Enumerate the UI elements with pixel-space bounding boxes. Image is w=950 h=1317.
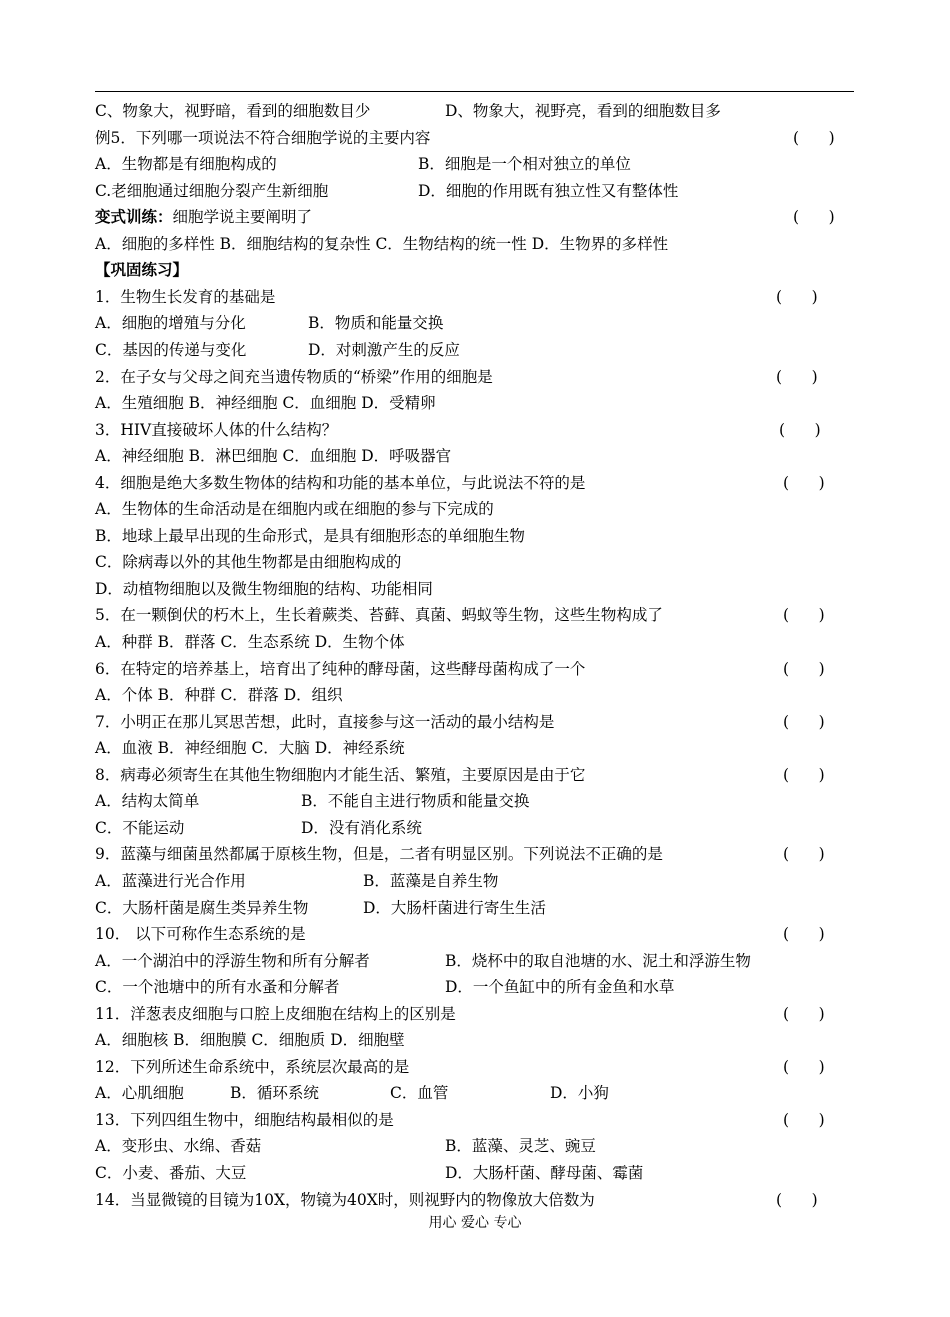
option-text: D．动植物细胞以及微生物细胞的结构、功能相同 xyxy=(95,579,433,598)
option-text: A．一个湖泊中的浮游生物和所有分解者 xyxy=(95,951,370,970)
option-text: D．一个鱼缸中的所有金鱼和水草 xyxy=(445,978,675,997)
option-row xyxy=(95,974,815,1000)
question-text: 14．当显微镜的目镜为10X，物镜为40X时，则视野内的物像放大倍数为 xyxy=(95,1190,595,1209)
option-text: C.老细胞通过细胞分裂产生新细胞 xyxy=(95,181,329,200)
section-heading: 【巩固练习】 xyxy=(95,260,189,280)
option-row xyxy=(95,788,815,814)
option-text: D．大肠杆菌、酵母菌、霉菌 xyxy=(445,1164,644,1182)
question-text: 11．洋葱表皮细胞与口腔上皮细胞在结构上的区别是 xyxy=(95,1004,456,1023)
option-text: A．种群 B．群落 C．生态系统 D．生物个体 xyxy=(95,633,405,651)
option-row xyxy=(95,1080,815,1106)
option-text: B．物质和能量交换 xyxy=(308,314,444,333)
answer-blank: ( ) xyxy=(783,473,825,492)
option-text: C．血管 xyxy=(390,1084,449,1103)
answer-blank: ( ) xyxy=(776,1190,818,1209)
answer-blank: ( ) xyxy=(783,1110,825,1129)
option-row xyxy=(95,1160,815,1186)
option-text: D．对刺激产生的反应 xyxy=(308,340,460,359)
answer-blank: ( ) xyxy=(783,606,825,625)
option-text: C．除病毒以外的其他生物都是由细胞构成的 xyxy=(95,553,402,572)
option-text: B．循环系统 xyxy=(230,1084,319,1103)
option-row xyxy=(95,337,815,363)
question-text: 细胞学说主要阐明了 xyxy=(172,208,313,227)
option-text: A．心肌细胞 xyxy=(95,1084,184,1103)
option-text: A．血液 B．神经细胞 C．大脑 D．神经系统 xyxy=(95,739,405,758)
question-text: 6．在特定的培养基上，培育出了纯种的酵母菌，这些酵母菌构成了一个 xyxy=(95,659,586,678)
answer-blank: ( ) xyxy=(783,925,825,944)
answer-blank: ( ) xyxy=(779,420,821,439)
option-text: B．地球上最早出现的生命形式，是具有细胞形态的单细胞生物 xyxy=(95,526,525,545)
answer-blank: ( ) xyxy=(783,1057,825,1076)
answer-blank: ( ) xyxy=(776,287,818,306)
answer-blank: ( ) xyxy=(776,367,818,386)
question-text: 9．蓝藻与细菌虽然都属于原核生物，但是，二者有明显区别。下列说法不正确的是 xyxy=(95,845,663,864)
question-text: 3．HIV直接破坏人体的什么结构？ xyxy=(95,420,338,439)
option-row xyxy=(95,895,815,921)
option-text: B．细胞是一个相对独立的单位 xyxy=(418,155,631,174)
answer-blank: ( ) xyxy=(783,1004,825,1023)
option-text: A．生物体的生命活动是在细胞内或在细胞的参与下完成的 xyxy=(95,500,494,519)
question-text: 12．下列所述生命系统中，系统层次最高的是 xyxy=(95,1057,410,1076)
option-text: B．不能自主进行物质和能量交换 xyxy=(301,792,530,811)
option-text: A．变形虫、水绵、香菇 xyxy=(95,1137,262,1156)
answer-blank: ( ) xyxy=(783,659,825,678)
option-text: D、物象大，视野亮，看到的细胞数目多 xyxy=(445,102,721,120)
question-text: 4．细胞是绝大多数生物体的结构和功能的基本单位，与此说法不符的是 xyxy=(95,473,586,492)
question-text: 10． 以下可称作生态系统的是 xyxy=(95,925,306,944)
option-text: D．细胞的作用既有独立性又有整体性 xyxy=(418,181,679,200)
option-text: A．细胞的增殖与分化 xyxy=(95,314,246,333)
option-text: B．烧杯中的取自池塘的水、泥土和浮游生物 xyxy=(445,951,751,970)
page-footer: 用心 爱心 专心 xyxy=(428,1215,522,1231)
option-text: A．蓝藻进行光合作用 xyxy=(95,871,246,890)
option-text: B．蓝藻是自养生物 xyxy=(363,871,499,890)
option-text: A．细胞的多样性 B．细胞结构的复杂性 C．生物结构的统一性 D．生物界的多样性 xyxy=(95,234,669,253)
option-text: A．生殖细胞 B．神经细胞 C．血细胞 D．受精卵 xyxy=(95,394,436,413)
answer-blank: ( ) xyxy=(793,208,835,227)
option-row xyxy=(95,868,815,894)
option-text: A．个体 B．种群 C．群落 D．组织 xyxy=(95,686,343,705)
variant-question xyxy=(95,204,312,230)
variant-label: 变式训练： xyxy=(95,207,173,227)
option-text: C．一个池塘中的所有水蚤和分解者 xyxy=(95,978,340,997)
option-text: C．不能运动 xyxy=(95,818,185,837)
option-row xyxy=(95,98,815,124)
option-row xyxy=(95,1133,815,1159)
answer-blank: ( ) xyxy=(783,765,825,784)
header-rule xyxy=(95,91,854,92)
option-row xyxy=(95,310,815,336)
answer-blank: ( ) xyxy=(783,845,825,864)
question-text: 13．下列四组生物中，细胞结构最相似的是 xyxy=(95,1110,394,1129)
question-text: 7．小明正在那儿冥思苦想，此时，直接参与这一活动的最小结构是 xyxy=(95,712,555,731)
option-text: C．基因的传递与变化 xyxy=(95,340,247,359)
option-text: C．大肠杆菌是腐生类异养生物 xyxy=(95,898,309,917)
option-text: B．蓝藻、灵芝、豌豆 xyxy=(445,1137,596,1156)
option-text: D．小狗 xyxy=(550,1084,609,1103)
question-text: 2．在子女与父母之间充当遗传物质的“桥梁”作用的细胞是 xyxy=(95,367,493,386)
option-row xyxy=(95,151,815,177)
answer-blank: ( ) xyxy=(783,712,825,731)
option-row xyxy=(95,815,815,841)
question-text: 8．病毒必须寄生在其他生物细胞内才能生活、繁殖，主要原因是由于它 xyxy=(95,765,586,784)
option-text: A．结构太简单 xyxy=(95,792,200,811)
option-text: A．细胞核 B．细胞膜 C．细胞质 D．细胞壁 xyxy=(95,1031,405,1050)
option-text: C、物象大，视野暗，看到的细胞数目少 xyxy=(95,102,371,120)
option-text: A．生物都是有细胞构成的 xyxy=(95,155,277,174)
question-text: 5．在一颗倒伏的朽木上，生长着蕨类、苔藓、真菌、蚂蚁等生物，这些生物构成了 xyxy=(95,606,663,625)
question-text: 1．生物生长发育的基础是 xyxy=(95,287,276,306)
option-row xyxy=(95,178,815,204)
question-text: 例5．下列哪一项说法不符合细胞学说的主要内容 xyxy=(95,128,431,147)
option-text: D．没有消化系统 xyxy=(301,818,422,837)
option-text: C．小麦、番茄、大豆 xyxy=(95,1164,247,1182)
option-text: D．大肠杆菌进行寄生生活 xyxy=(363,898,546,917)
option-text: A．神经细胞 B．淋巴细胞 C．血细胞 D．呼吸器官 xyxy=(95,447,452,466)
option-row xyxy=(95,948,815,974)
answer-blank: ( ) xyxy=(793,128,835,147)
